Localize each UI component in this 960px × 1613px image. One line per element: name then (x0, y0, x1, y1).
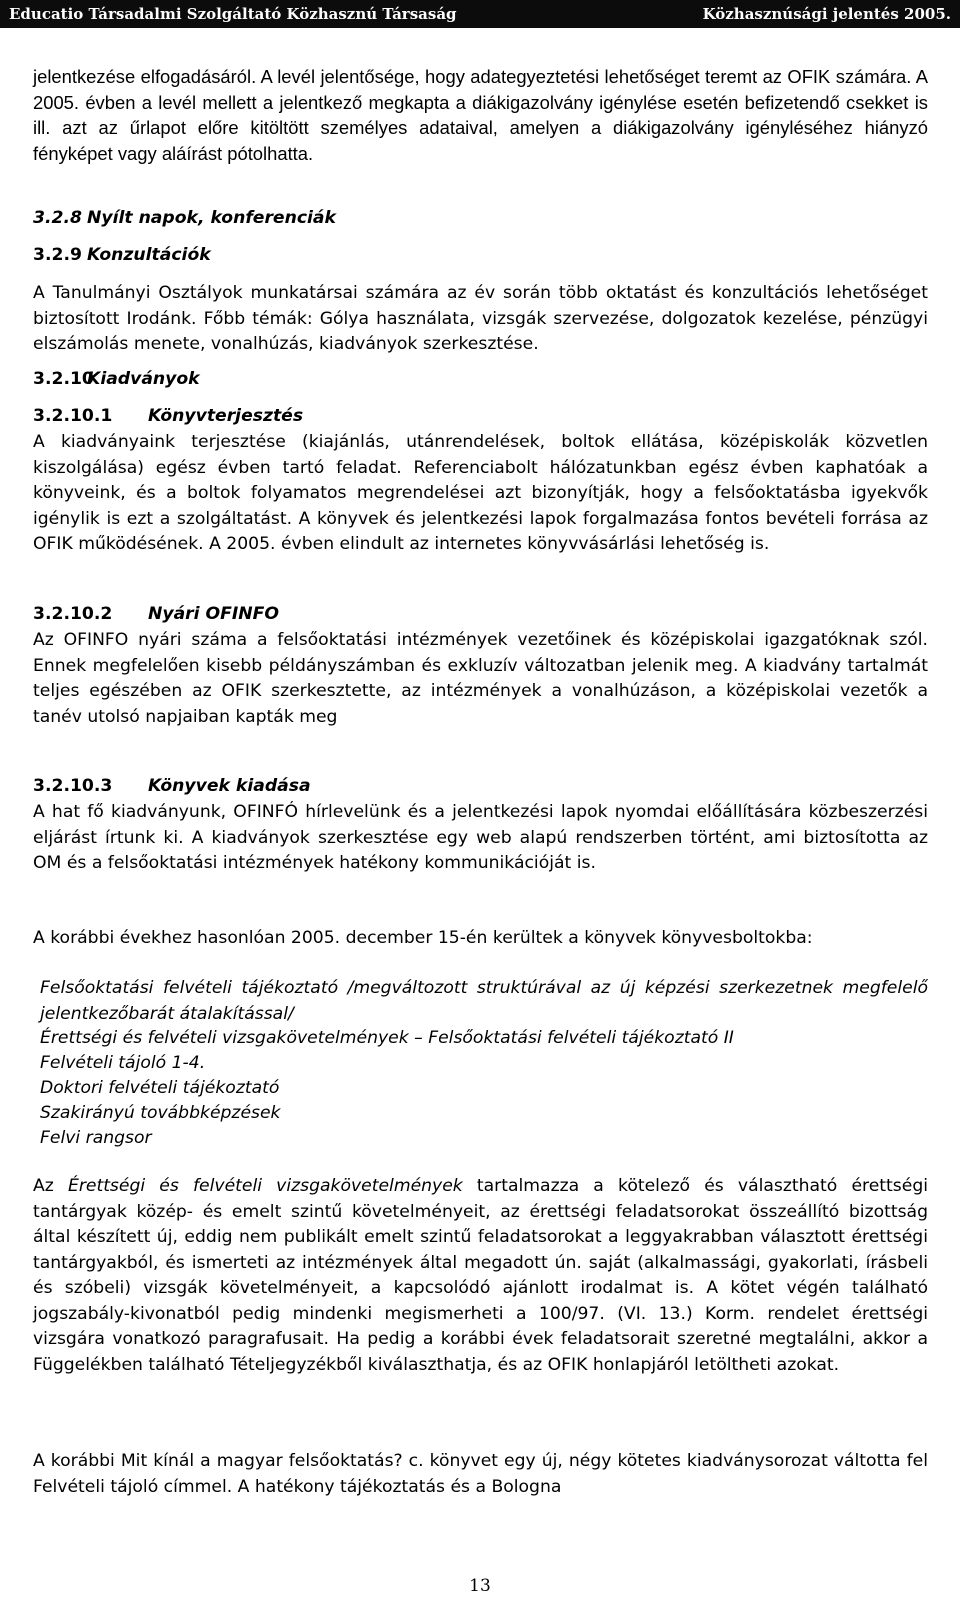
heading-title: Nyílt napok, konferenciák (87, 208, 336, 228)
book-list-item: Felvi rangsor (40, 1128, 152, 1148)
page-header (0, 0, 960, 28)
heading-title: Kiadványok (87, 369, 200, 389)
erettsegi-book-title: Érettségi és felvételi vizsgakövetelmények (67, 1176, 463, 1196)
heading-number: 3.2.10.2 (33, 604, 113, 624)
paragraph-intro: jelentkezése elfogadásáról. A levél jelentősége, hogy adategyeztetési lehetőséget teremt az OFIK számára. A 2005. évben a levél mellett a jelentkező megkapta a diákigazolvány igénylése esetén befizetendő csekket is ill. azt az űrlapot előre kitöltött személyes adataival, amelyen a diákigazolvány igényléséhez hiányzó fényképet vagy aláírást pótolhatta. (33, 66, 928, 164)
header-report-title: Közhasznúsági jelentés 2005. (702, 5, 951, 23)
erettsegi-body: tartalmazza a kötelező és választható érettségi tantárgyak közép- és emelt szintű követelményeit, az érettségi feladatsorokat összeállító bizottság által készített új, eddig nem publikált emelt szintű feladatsorokat a leggyakrabban választott érettségi tantárgyakból, és ismerteti az intézmények által megadott ún. saját (alkalmassági, gyakorlati, írásbeli és szóbeli) vizsgák követelményeit, a kapcsolódó ajánlott irodalmat is. A kötet végén található jogszabály-kivonatból pedig mindenki megismerheti a 100/97. (VI. 13.) Korm. rendelet érettségi vizsgára vonatkozó paragrafusait. Ha pedig a korábbi évek feladatsorait szeretné megtalálni, akkor a Függelékben található Tételjegyzékből kiválaszthatja, és az OFIK honlapjáról letöltheti azokat. (33, 1176, 929, 1375)
heading-title: Könyvterjesztés (148, 406, 304, 426)
heading-number: 3.2.8 (33, 208, 82, 228)
paragraph-korabbi-evek: A korábbi évekhez hasonlóan 2005. december 15-én kerültek a könyvek könyvesboltokba: (33, 928, 813, 948)
paragraph-erettsegi (33, 1174, 928, 1378)
header-organization: Educatio Társadalmi Szolgáltató Közhasznú Társaság (9, 5, 457, 23)
page-number: 13 (469, 1576, 491, 1596)
book-list-item: Szakirányú továbbképzések (40, 1103, 281, 1123)
heading-number: 3.2.9 (33, 245, 82, 265)
book-list-item: Felsőoktatási felvételi tájékoztató /megváltozott struktúrával az új képzési szerkezetnek megfelelő jelentkezőbarát átalakítással/ (40, 978, 928, 1024)
paragraph-konzultaciok: A Tanulmányi Osztályok munkatársai számára az év során több oktatást és konzultációs lehetőséget biztosított Irodánk. Főbb témák: Gólya használata, vizsgák szervezése, dolgozatok kezelése, pénzügyi elszámolás menete, vonalhúzás, kiadványok szerkesztése. (33, 283, 928, 354)
book-list-item: Doktori felvételi tájékoztató (40, 1078, 280, 1098)
heading-number: 3.2.10.1 (33, 406, 113, 426)
paragraph-konyvek-kiadasa: A hat fő kiadványunk, OFINFÓ hírlevelünk és a jelentkezési lapok nyomdai előállítására közbeszerzési eljárást írtunk ki. A kiadványok szerkesztése egy web alapú rendszerben történt, ami biztosította az OM és a felsőoktatási intézmények hatékony kommunikációját is. (33, 802, 928, 873)
paragraph-nyari-ofinfo: Az OFINFO nyári száma a felsőoktatási intézmények vezetőinek és középiskolai igazgatóknak szól. Ennek megfelelően kisebb példányszámban és exkluzív változatban jelenik meg. A kiadvány tartalmát teljes egészében az OFIK szerkesztette, az intézmények a vonalhúzáson, a középiskolai vezetők a tanév utolsó napjaiban kapták meg (33, 630, 928, 727)
heading-title: Konzultációk (87, 245, 211, 265)
heading-title: Nyári OFINFO (148, 604, 280, 624)
heading-title: Könyvek kiadása (148, 776, 311, 796)
paragraph-konyvterjesztes: A kiadványaink terjesztése (kiajánlás, utánrendelések, boltok ellátása, középiskolák közvetlen kiszolgálása) egész évben tartó feladat. Referenciabolt hálózatunkban egész évben kaphatóak a könyveink, és a boltok folyamatos megrendelései azt bizonyítják, hogy a felsőoktatásba igyekvők igénylik is ezt a szolgáltatást. A könyvek és jelentkezési lapok forgalmazása fontos bevételi forrása az OFIK működésének. A 2005. évben elindult az internetes könyvvásárlási lehetőség is. (33, 432, 928, 554)
paragraph-mit-kinal: A korábbi Mit kínál a magyar felsőoktatás? c. könyvet egy új, négy kötetes kiadványsorozat váltotta fel Felvételi tájoló címmel. A hatékony tájékoztatás és a Bologna (33, 1451, 928, 1497)
erettsegi-lead: Az (33, 1176, 68, 1196)
heading-number: 3.2.10.3 (33, 776, 113, 796)
heading-number: 3.2.10 (33, 369, 94, 389)
book-list-item: Felvételi tájoló 1-4. (40, 1053, 206, 1073)
book-list-item: Érettségi és felvételi vizsgakövetelmények – Felsőoktatási felvételi tájékoztató II (40, 1028, 734, 1048)
